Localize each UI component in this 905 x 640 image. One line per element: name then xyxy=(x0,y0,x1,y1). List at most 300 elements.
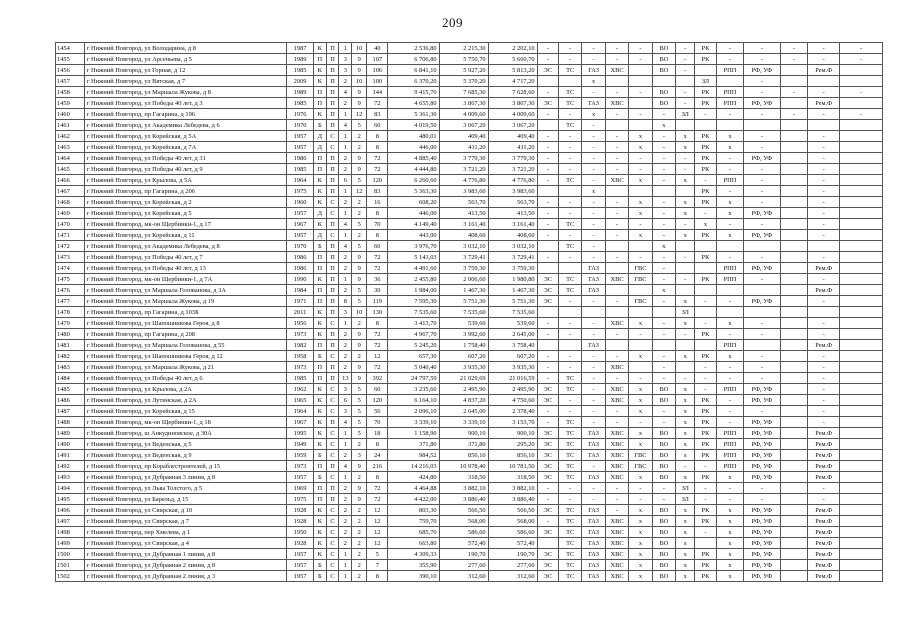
table-cell: х xyxy=(629,527,652,538)
table-cell: х xyxy=(676,131,695,142)
table-cell xyxy=(780,527,808,538)
table-cell xyxy=(605,76,628,87)
table-cell: П xyxy=(326,296,339,307)
table-cell: - xyxy=(744,197,780,208)
table-cell: - xyxy=(629,54,652,65)
table-cell: 4 717,20 xyxy=(488,76,537,87)
table-cell: - xyxy=(537,483,558,494)
table-cell: РПП xyxy=(716,98,744,109)
table-cell: - xyxy=(716,296,744,307)
table-cell: 1962 xyxy=(287,384,314,395)
table-cell: 5 xyxy=(352,296,367,307)
table-cell: г Нижний Новгород, пр Гагарина, д 208 xyxy=(84,329,286,340)
table-cell: 312,60 xyxy=(488,571,537,582)
table-cell: - xyxy=(808,318,840,329)
table-cell: х xyxy=(676,428,695,439)
table-cell: - xyxy=(629,494,652,505)
table-cell: 446,00 xyxy=(388,142,439,153)
table-cell: 1479 xyxy=(56,318,85,329)
table-cell: - xyxy=(716,329,744,340)
table-cell: х xyxy=(676,208,695,219)
table-cell: 2 xyxy=(352,527,367,538)
table-cell: 4 776,80 xyxy=(488,175,537,186)
table-cell: 1986 xyxy=(287,153,314,164)
table-cell: 1973 xyxy=(287,362,314,373)
table-cell: РФ, УФ xyxy=(744,538,780,549)
table-cell: 3 153,70 xyxy=(488,417,537,428)
table-row xyxy=(56,263,883,274)
table-cell xyxy=(780,571,808,582)
table-cell: К xyxy=(313,329,326,340)
table-cell xyxy=(780,395,808,406)
table-cell: - xyxy=(629,373,652,384)
table-cell: 2 495,90 xyxy=(439,384,488,395)
table-cell: П xyxy=(326,373,339,384)
table-cell: 1958 xyxy=(287,351,314,362)
table-cell: г Нижний Новгород, пр Гагарина, д 206 xyxy=(84,186,286,197)
table-cell: РПП xyxy=(716,65,744,76)
table-cell: 446,00 xyxy=(388,208,439,219)
table-cell: 1477 xyxy=(56,296,85,307)
table-cell: С xyxy=(326,131,339,142)
table-cell: ГАЗ xyxy=(582,560,605,571)
table-cell: 7 535,60 xyxy=(439,307,488,318)
table-cell: х xyxy=(676,384,695,395)
table-cell: - xyxy=(695,384,716,395)
table-cell: 1957 xyxy=(287,230,314,241)
table-cell: ЗЛ xyxy=(676,307,695,318)
table-cell: х xyxy=(629,571,652,582)
table-cell: - xyxy=(652,208,675,219)
table-cell xyxy=(840,439,883,450)
table-cell: - xyxy=(744,142,780,153)
table-cell: 12 xyxy=(367,527,388,538)
table-cell: 2 xyxy=(339,98,352,109)
table-cell: 1 xyxy=(339,43,352,54)
table-cell: К xyxy=(313,516,326,527)
table-cell: П xyxy=(326,483,339,494)
table-cell: 2 xyxy=(339,76,352,87)
table-cell xyxy=(582,307,605,318)
table-cell: 2 xyxy=(352,318,367,329)
table-cell: х xyxy=(676,450,695,461)
table-cell: 1 xyxy=(339,428,352,439)
table-cell: г Нижний Новгород, ул Лутинская, д 2А xyxy=(84,395,286,406)
table-cell xyxy=(780,120,808,131)
table-cell xyxy=(605,285,628,296)
table-cell: П xyxy=(313,252,326,263)
table-cell xyxy=(840,296,883,307)
table-cell: 24 xyxy=(367,450,388,461)
table-cell: 4 009,60 xyxy=(488,109,537,120)
table-cell xyxy=(808,307,840,318)
table-cell: 1987 xyxy=(287,43,314,54)
table-cell: - xyxy=(676,98,695,109)
table-cell: 4 xyxy=(339,241,352,252)
table-cell: г Нижний Новгород, ул Крылова, д 5А xyxy=(84,175,286,186)
table-cell: 5 660,70 xyxy=(488,54,537,65)
table-cell: 36 xyxy=(367,274,388,285)
table-cell: - xyxy=(744,164,780,175)
table-cell: РПП xyxy=(716,439,744,450)
table-cell: 2 xyxy=(352,560,367,571)
table-cell: г Нижний Новгород, ул Веденская, д 9 xyxy=(84,450,286,461)
table-cell: ВО xyxy=(652,54,675,65)
table-cell: 9 xyxy=(352,329,367,340)
table-cell: г Нижний Новгород, ул Маршала Жукова, д 21 xyxy=(84,362,286,373)
table-cell: 1468 xyxy=(56,197,85,208)
table-cell: - xyxy=(676,461,695,472)
table-cell: - xyxy=(537,208,558,219)
table-cell: 12 xyxy=(367,505,388,516)
table-cell xyxy=(840,131,883,142)
table-cell: ВО xyxy=(652,461,675,472)
table-cell: ЭС xyxy=(537,560,558,571)
table-cell: - xyxy=(652,362,675,373)
table-cell: 7 595,30 xyxy=(388,296,439,307)
table-cell: - xyxy=(716,109,744,120)
table-cell: х xyxy=(676,351,695,362)
table-cell xyxy=(695,340,716,351)
table-cell: 7 685,30 xyxy=(439,87,488,98)
table-cell: 1 xyxy=(339,208,352,219)
table-cell: - xyxy=(808,406,840,417)
table-cell: 2 xyxy=(352,472,367,483)
table-row xyxy=(56,362,883,373)
table-cell: С xyxy=(326,516,339,527)
table-cell: РФ, УФ xyxy=(744,461,780,472)
table-cell xyxy=(676,120,695,131)
table-cell: - xyxy=(558,318,581,329)
table-cell: 3 759,30 xyxy=(488,263,537,274)
table-cell: 2 202,10 xyxy=(488,43,537,54)
table-cell: - xyxy=(652,197,675,208)
table-cell: г Нижний Новгород, ул Веденская, д 5 xyxy=(84,439,286,450)
table-cell: 1957 xyxy=(287,571,314,582)
table-cell: - xyxy=(605,164,628,175)
table-cell xyxy=(840,450,883,461)
table-cell xyxy=(558,263,581,274)
table-cell: ЭС xyxy=(537,296,558,307)
table-cell: 21 029,69 xyxy=(439,373,488,384)
table-cell: РФ, УФ xyxy=(744,296,780,307)
table-cell xyxy=(629,76,652,87)
table-cell: - xyxy=(558,296,581,307)
table-cell: - xyxy=(695,296,716,307)
table-cell: - xyxy=(808,164,840,175)
table-cell xyxy=(840,494,883,505)
table-cell: ТС xyxy=(558,505,581,516)
table-cell: х xyxy=(629,505,652,516)
table-cell: 539,60 xyxy=(488,318,537,329)
table-cell: - xyxy=(558,252,581,263)
table-cell: х xyxy=(676,197,695,208)
table-cell: П xyxy=(326,494,339,505)
table-cell: П xyxy=(326,241,339,252)
table-cell: - xyxy=(652,318,675,329)
table-cell: - xyxy=(744,318,780,329)
table-cell: 2 xyxy=(352,208,367,219)
table-cell: 107 xyxy=(367,54,388,65)
table-cell: 1476 xyxy=(56,285,85,296)
table-cell: 3 235,60 xyxy=(388,384,439,395)
table-cell: 5 750,70 xyxy=(439,54,488,65)
table-cell xyxy=(695,307,716,318)
table-cell: 5 xyxy=(352,219,367,230)
table-cell: х xyxy=(629,197,652,208)
table-cell: 100 xyxy=(367,76,388,87)
table-cell: 2 xyxy=(339,527,352,538)
table-cell: ХВС xyxy=(605,395,628,406)
table-cell: Рем.Ф xyxy=(808,461,840,472)
table-cell: 3 xyxy=(339,307,352,318)
table-cell: - xyxy=(582,120,605,131)
table-cell: - xyxy=(716,219,744,230)
table-cell xyxy=(537,340,558,351)
table-cell: Д xyxy=(313,230,326,241)
table-cell: 3 867,30 xyxy=(488,98,537,109)
table-cell: х xyxy=(716,142,744,153)
table-cell: - xyxy=(537,54,558,65)
table-cell: 1498 xyxy=(56,527,85,538)
table-cell: П xyxy=(326,76,339,87)
table-row xyxy=(56,527,883,538)
table-cell: 1964 xyxy=(287,406,314,417)
table-cell: 1956 xyxy=(287,318,314,329)
table-cell xyxy=(537,186,558,197)
table-cell xyxy=(695,285,716,296)
table-cell xyxy=(605,307,628,318)
table-cell: 2 xyxy=(352,571,367,582)
table-row xyxy=(56,373,883,384)
table-cell: г Нижний Новгород, пер Хмелева, д 1 xyxy=(84,527,286,538)
table-cell: 1467 xyxy=(56,186,85,197)
table-cell xyxy=(558,307,581,318)
table-cell xyxy=(840,362,883,373)
table-row xyxy=(56,549,883,560)
table-cell: 5 361,30 xyxy=(388,109,439,120)
table-cell: РПП xyxy=(716,461,744,472)
table-cell xyxy=(652,340,675,351)
table-cell xyxy=(780,516,808,527)
table-cell: х xyxy=(652,241,675,252)
table-cell: С xyxy=(326,505,339,516)
table-cell: П xyxy=(326,175,339,186)
table-cell: - xyxy=(652,219,675,230)
table-cell: г Нижний Новгород, ул Корейская, д 11 xyxy=(84,230,286,241)
table-cell: х xyxy=(676,230,695,241)
table-cell: П xyxy=(313,153,326,164)
table-row xyxy=(56,65,883,76)
table-cell: г Нижний Новгород, ул Корейская, д 7А xyxy=(84,142,286,153)
table-cell: 2 xyxy=(352,516,367,527)
table-cell: - xyxy=(537,43,558,54)
table-cell: - xyxy=(744,186,780,197)
table-cell: - xyxy=(744,494,780,505)
table-cell: - xyxy=(716,153,744,164)
table-cell: 40 xyxy=(367,43,388,54)
table-cell: ТС xyxy=(558,373,581,384)
table-cell: 5 751,30 xyxy=(439,296,488,307)
table-cell: РК xyxy=(695,98,716,109)
table-cell xyxy=(840,197,883,208)
table-cell: - xyxy=(537,219,558,230)
table-cell: 8 xyxy=(367,230,388,241)
table-cell: 72 xyxy=(367,153,388,164)
table-cell xyxy=(537,263,558,274)
table-cell: 12 xyxy=(367,351,388,362)
table-body xyxy=(56,43,883,582)
table-cell: С xyxy=(326,395,339,406)
table-cell: 3 067,20 xyxy=(488,120,537,131)
table-cell: 4 xyxy=(339,87,352,98)
table-cell: 1483 xyxy=(56,362,85,373)
table-cell: х xyxy=(716,571,744,582)
table-cell: - xyxy=(582,230,605,241)
table-cell: 5 813,20 xyxy=(488,65,537,76)
table-cell: 3 xyxy=(339,384,352,395)
table-cell: - xyxy=(652,296,675,307)
table-cell: г Нижний Новгород, мк-он Щербинки-1, д 17 xyxy=(84,219,286,230)
table-cell xyxy=(629,285,652,296)
table-cell: 12 xyxy=(352,109,367,120)
table-cell: 1985 xyxy=(287,65,314,76)
table-cell: 413,50 xyxy=(488,208,537,219)
table-cell: - xyxy=(629,417,652,428)
table-cell: 392 xyxy=(367,373,388,384)
table-cell: РК xyxy=(695,560,716,571)
table-cell: г Нижний Новгород, ул Маршала Жукова, д 19 xyxy=(84,296,286,307)
table-cell: 1928 xyxy=(287,516,314,527)
table-cell: РК xyxy=(695,274,716,285)
table-cell: 1497 xyxy=(56,516,85,527)
table-cell xyxy=(695,241,716,252)
table-cell xyxy=(780,186,808,197)
table-cell xyxy=(840,252,883,263)
table-cell: РФ, УФ xyxy=(744,505,780,516)
table-cell: 1970 xyxy=(287,241,314,252)
table-cell: ВО xyxy=(652,571,675,582)
table-cell: ВО xyxy=(652,505,675,516)
table-cell: 4 149,40 xyxy=(388,219,439,230)
table-cell: - xyxy=(605,153,628,164)
table-cell xyxy=(780,505,808,516)
table-cell: 371,80 xyxy=(439,439,488,450)
table-cell: - xyxy=(537,362,558,373)
table-cell: 72 xyxy=(367,329,388,340)
table-cell: 277,60 xyxy=(488,560,537,571)
table-cell: 10 781,50 xyxy=(488,461,537,472)
table-cell: 1975 xyxy=(287,186,314,197)
table-cell: - xyxy=(716,406,744,417)
table-cell: х xyxy=(629,131,652,142)
table-cell: 4 xyxy=(339,417,352,428)
table-cell xyxy=(558,186,581,197)
table-cell: г Нижний Новгород, ул Шапошникова Героя, д 8 xyxy=(84,318,286,329)
table-cell xyxy=(780,340,808,351)
table-cell: ТС xyxy=(558,560,581,571)
table-cell: х xyxy=(582,76,605,87)
table-cell: - xyxy=(808,197,840,208)
table-cell: РК xyxy=(695,197,716,208)
table-cell: - xyxy=(808,494,840,505)
table-cell: 1 467,30 xyxy=(488,285,537,296)
table-cell: ХВС xyxy=(605,384,628,395)
table-cell: - xyxy=(744,219,780,230)
table-cell: РФ, УФ xyxy=(744,208,780,219)
table-cell: - xyxy=(605,505,628,516)
table-cell: 2 455,80 xyxy=(388,274,439,285)
table-cell: - xyxy=(652,417,675,428)
table-cell: ЭС xyxy=(537,428,558,439)
table-cell: С xyxy=(326,549,339,560)
table-cell: 1466 xyxy=(56,175,85,186)
table-row xyxy=(56,54,883,65)
table-cell xyxy=(780,164,808,175)
table-cell xyxy=(780,318,808,329)
table-cell: ТС xyxy=(558,428,581,439)
table-row xyxy=(56,417,883,428)
table-cell: г Нижний Новгород, ш Анкудиновское, д 30А xyxy=(84,428,286,439)
table-cell: ВО xyxy=(652,87,675,98)
table-cell xyxy=(840,142,883,153)
table-cell: 9 xyxy=(352,87,367,98)
table-cell: ТС xyxy=(558,538,581,549)
table-cell: х xyxy=(629,230,652,241)
table-cell: РК xyxy=(695,131,716,142)
table-cell: х xyxy=(716,527,744,538)
table-cell: 2 xyxy=(352,439,367,450)
table-cell: П xyxy=(326,109,339,120)
table-cell: х xyxy=(716,549,744,560)
table-cell xyxy=(780,274,808,285)
table-cell: ЭС xyxy=(537,571,558,582)
table-cell: 16 xyxy=(367,197,388,208)
table-cell: 9 xyxy=(352,362,367,373)
table-cell: г Нижний Новгород, ул Свирская, д 10 xyxy=(84,505,286,516)
table-cell xyxy=(780,384,808,395)
table-cell: 1457 xyxy=(56,76,85,87)
table-cell: 3 867,30 xyxy=(439,98,488,109)
table-cell: П xyxy=(313,483,326,494)
table-cell xyxy=(676,340,695,351)
table-row xyxy=(56,439,883,450)
table-cell: - xyxy=(808,252,840,263)
table-cell xyxy=(537,538,558,549)
table-cell: - xyxy=(808,87,840,98)
table-cell: - xyxy=(537,87,558,98)
table-cell: х xyxy=(629,384,652,395)
table-cell: - xyxy=(808,351,840,362)
table-cell: - xyxy=(582,395,605,406)
table-cell: П xyxy=(313,87,326,98)
table-cell: Рем.Ф xyxy=(808,340,840,351)
table-cell xyxy=(695,538,716,549)
table-cell: - xyxy=(652,483,675,494)
table-cell: - xyxy=(808,175,840,186)
table-cell: РК xyxy=(695,406,716,417)
table-cell: х xyxy=(652,120,675,131)
table-cell: 277,60 xyxy=(439,560,488,571)
table-cell: - xyxy=(537,230,558,241)
table-cell: 685,70 xyxy=(388,527,439,538)
table-cell: 1486 xyxy=(56,395,85,406)
table-cell: Рем.Ф xyxy=(808,549,840,560)
table-cell: - xyxy=(629,87,652,98)
table-cell: ГАЗ xyxy=(582,274,605,285)
table-cell: 4 655,80 xyxy=(388,98,439,109)
table-cell: 3 413,70 xyxy=(388,318,439,329)
